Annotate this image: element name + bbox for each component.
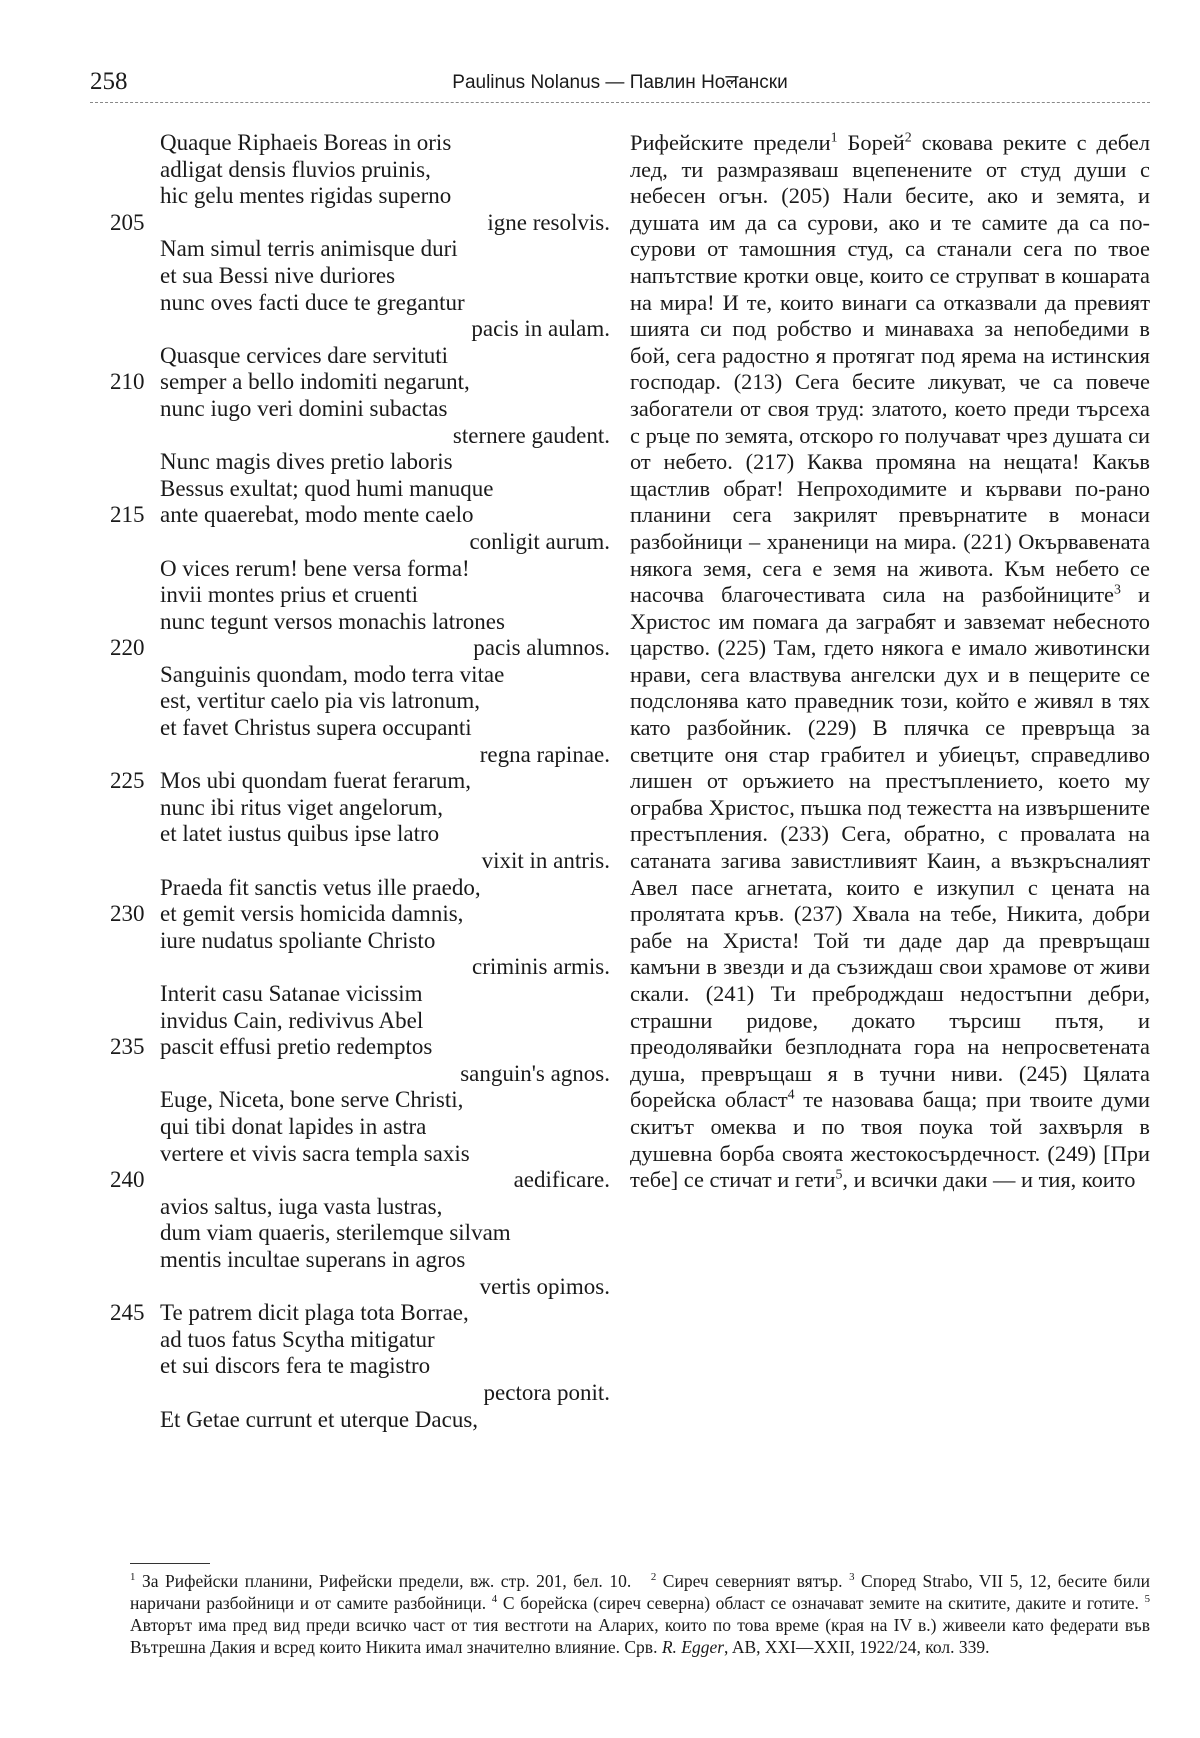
- verse-line: [110, 609, 610, 636]
- verse-text: et sua Bessi nive duriores: [160, 262, 396, 288]
- verse-line: [110, 901, 610, 928]
- verse-line: [110, 369, 610, 396]
- line-number: 245: [110, 1300, 145, 1326]
- verse-text: mentis incultae superans in agros: [160, 1246, 466, 1272]
- verse-text: Euge, Niceta, bone serve Christi,: [160, 1087, 464, 1113]
- footnote-ref[interactable]: 1: [830, 130, 838, 146]
- verse-line: [110, 715, 610, 742]
- verse-text: et gemit versis homicida damnis,: [160, 901, 464, 927]
- footnote-ref[interactable]: 2: [904, 130, 912, 146]
- verse-line: [110, 795, 610, 822]
- verse-line: [110, 210, 610, 237]
- verse-line: [110, 396, 610, 423]
- verse-text: ante quaerebat, modo mente caelo: [160, 502, 474, 528]
- verse-line: [110, 476, 610, 503]
- verse-text: criminis armis.: [472, 954, 610, 980]
- verse-text: nunc iugo veri domini subactas: [160, 395, 448, 421]
- verse-line: [110, 423, 610, 450]
- verse-text: sternere gaudent.: [452, 422, 610, 448]
- verse-text: semper a bello indomiti negarunt,: [160, 369, 470, 395]
- verse-text: aedificare.: [513, 1167, 610, 1193]
- line-number: 235: [110, 1034, 145, 1060]
- verse-text: pacis alumnos.: [473, 635, 610, 661]
- verse-text: nunc tegunt versos monachis latrones: [160, 608, 505, 634]
- verse-line: [110, 236, 610, 263]
- running-header: [90, 62, 1150, 103]
- verse-line: [110, 316, 610, 343]
- verse-text: pascit effusi pretio redemptos: [160, 1034, 433, 1060]
- verse-line: [110, 1141, 610, 1168]
- verse-line: [110, 1087, 610, 1114]
- verse-line: [110, 1220, 610, 1247]
- verse-text: Te patrem dicit plaga tota Borrae,: [160, 1300, 469, 1326]
- bulgarian-translation-column: [630, 130, 1150, 1194]
- verse-text: vixit in antris.: [481, 848, 610, 874]
- verse-text: regna rapinae.: [479, 741, 610, 767]
- line-number: 225: [110, 768, 145, 794]
- footnote-4: С борейска (сиреч северна) област се означават земите на скитите, даките и готите.: [497, 1593, 1139, 1613]
- verse-text: ad tuos fatus Scytha mitigatur: [160, 1326, 435, 1352]
- verse-text: est, vertitur caelo pia vis latronum,: [160, 688, 480, 714]
- verse-line: [110, 343, 610, 370]
- verse-text: Praeda fit sanctis vetus ille praedo,: [160, 874, 481, 900]
- verse-line: [110, 582, 610, 609]
- verse-text: dum viam quaeris, sterilemque silvam: [160, 1220, 511, 1246]
- verse-text: O vices rerum! bene versa forma!: [160, 555, 470, 581]
- verse-text: nunc oves facti duce te gregantur: [160, 289, 465, 315]
- verse-line: [110, 1167, 610, 1194]
- line-number: 230: [110, 901, 145, 927]
- page-number: 258: [90, 68, 128, 95]
- footnote-3: Според Strabo, VII 5, 12, бесите били наричани разбойници и от самите разбойници.: [130, 1571, 1151, 1613]
- verse-text: pacis in aulam.: [471, 316, 610, 342]
- verse-text: nunc ibi ritus viget angelorum,: [160, 794, 443, 820]
- line-number: 220: [110, 635, 145, 661]
- line-number: 215: [110, 502, 145, 528]
- verse-line: [110, 1061, 610, 1088]
- verse-text: Nunc magis dives pretio laboris: [160, 449, 453, 475]
- verse-line: [110, 954, 610, 981]
- verse-text: Et Getae currunt et uterque Dacus,: [160, 1406, 479, 1432]
- verse-text: conligit aurum.: [469, 528, 610, 554]
- verse-line: [110, 130, 610, 157]
- verse-text: Sanguinis quondam, modo terra vitae: [160, 661, 505, 687]
- verse-text: vertere et vivis sacra templa saxis: [160, 1140, 470, 1166]
- verse-line: [110, 981, 610, 1008]
- verse-line: [110, 635, 610, 662]
- verse-line: [110, 1353, 610, 1380]
- verse-line: [110, 290, 610, 317]
- verse-line: [110, 1008, 610, 1035]
- footnote-divider: [130, 1563, 210, 1564]
- verse-text: hic gelu mentes rigidas superno: [160, 183, 452, 209]
- verse-line: [110, 768, 610, 795]
- line-number: 205: [110, 209, 145, 235]
- verse-line: [110, 1194, 610, 1221]
- footnote-block: $^1$ За Рифейски планини, Рифейски предели, вж. стр. 201, бел. 10. $^2$ Сиреч северният вятър. $^3$ Според Strabo, VII 5, 12, бесите били наричани разбойници и от самите разбойници. $^4$ С борейска (сиреч северна) област се означават земите на скитите, даките и готите. $^5$ Авторът има пред вид преди всичко част от тия вестготи на Аларих, които по това време (края на IV в.) живеели като федерати във Вътрешна Дакия и всред които Никита имал значително влияние. Срв. R. Egger, AB, XXI—XXII, 1922/24, кол. 339.: [130, 1571, 1151, 1657]
- verse-line: [110, 449, 610, 476]
- verse-text: sanguin's agnos.: [460, 1060, 610, 1086]
- verse-text: Bessus exultat; quod humi manuque: [160, 475, 494, 501]
- verse-line: [110, 529, 610, 556]
- footnotes: [130, 1563, 1150, 1658]
- verse-line: [110, 502, 610, 529]
- footnote-5: Авторът има пред вид преди всичко част от тия вестготи на Аларих, които по това време (края на IV в.) живеели като федерати във Вътрешна Дакия и всред които Никита имал значително влияние. Срв.: [130, 1615, 1150, 1657]
- verse-text: adligat densis fluvios pruinis,: [160, 156, 431, 182]
- line-number: 210: [110, 369, 145, 395]
- verse-line: [110, 1380, 610, 1407]
- verse-text: igne resolvis.: [487, 209, 610, 235]
- footnote-2: Сиреч северният вятър.: [656, 1571, 843, 1591]
- verse-text: qui tibi donat lapides in astra: [160, 1113, 427, 1139]
- running-title: Paulinus Nolanus — Павлин Ноलански: [452, 72, 788, 93]
- verse-line: [110, 928, 610, 955]
- latin-text-column: [110, 130, 610, 1433]
- verse-line: [110, 1114, 610, 1141]
- verse-line: [110, 157, 610, 184]
- verse-line: [110, 1034, 610, 1061]
- line-number: 240: [110, 1167, 145, 1193]
- verse-line: [110, 263, 610, 290]
- verse-text: et latet iustus quibus ipse latro: [160, 821, 440, 847]
- verse-line: [110, 848, 610, 875]
- verse-text: Interit casu Satanae vicissim: [160, 981, 423, 1006]
- footnote-ref[interactable]: 5: [835, 1167, 843, 1183]
- verse-line: [110, 875, 610, 902]
- verse-text: invii montes prius et cruenti: [160, 582, 419, 608]
- verse-text: iure nudatus spoliante Christo: [160, 927, 436, 953]
- verse-text: vertis opimos.: [479, 1273, 610, 1299]
- verse-line: [110, 556, 610, 583]
- verse-line: [110, 742, 610, 769]
- verse-text: Quaque Riphaeis Boreas in oris: [160, 130, 452, 155]
- verse-text: et favet Christus supera occupanti: [160, 715, 472, 741]
- translation-paragraph: Рифейските предели$^1$ Борей$^2$ сковава реките с дебел лед, ти размразяваш вцепенените от студ души с небесен огън. (205) Нали бесите, ако и земята, и душата им да са сурови, ако и те самите да са по-сурови от тамошния студ, са станали сега по твое напътствие кротки овце, които се струпват в кошарата на мира! И те, които винаги са отказвали да превият шията си под робство и минаваха за непобедими в бой, сега радостно я протягат под ярема на истинския господар. (213) Сега бесите ликуват, че са повече забогатели от своя труд: златото, което преди търсеха с ръце по земята, отскоро го получават чрез душата си от небето. (217) Каква промяна на нещата! Какъв щастлив обрат! Непроходимите и кървави по-рано планини сега закрилят превърнатите в монаси разбойници – храненици на мира. (221) Окървавената някога земя, сега е земя на живота. Към небето се насочва благочестивата сила на разбойниците$^3$ и Христос им помага да заграбят и завземат небесното царство. (225) Там, гдето някога е имало животински нрави, сега властвува ангелски дух и в пещерите се подслонява като праведник този, който е живял в тях като разбойник. (229) В плячка се превръща за светците оня стар грабител и убиецът, справедливо лишен от оръжието на престъплението, което му ограбва Христос, пъшка под тежестта на извършените престъпления. (233) Сега, обратно, с провалата на сатаната загива завистливият Каин, а възкръсналият Авел пасе агнетата, които е изкупил с цената на пролятата кръв. (237) Хвала на тебе, Никита, добри рабе на Христа! Той ти даде дар да превръщаш камъни в звезди и да съзиждаш свои храмове от живи скали. (241) Ти пребродждаш недостъпни дебри, страшни ридове, докато търсиш пътя, и преодолявайки безплодната гора на непросветената душа, превръщаш я в тучни ниви. (245) Цялата борейска област$^4$ те назовава баща; при твоите думи скитът омеква и по твоя поука той захвърля в душевна борба своята жестокосърдечност. (249) [При тебе] се стичат и гети$^5$, и всички даки — и тия, които: [630, 130, 1150, 1193]
- verse-text: avios saltus, iuga vasta lustras,: [160, 1193, 443, 1219]
- footnote-ref[interactable]: 4: [787, 1087, 795, 1103]
- verse-text: Nam simul terris animisque duri: [160, 236, 458, 262]
- verse-line: [110, 688, 610, 715]
- footnote-1: За Рифейски планини, Рифейски предели, вж. стр. 201, бел. 10.: [135, 1571, 632, 1591]
- verse-text: Quasque cervices dare servituti: [160, 342, 449, 368]
- verse-line: [110, 662, 610, 689]
- verse-line: [110, 1274, 610, 1301]
- verse-text: Mos ubi quondam fuerat ferarum,: [160, 768, 472, 794]
- verse-line: [110, 183, 610, 210]
- footnote-ref[interactable]: 3: [1113, 582, 1121, 598]
- verse-text: pectora ponit.: [483, 1379, 610, 1405]
- verse-line: [110, 1300, 610, 1327]
- verse-line: [110, 1247, 610, 1274]
- footnote-5-author: R. Egger: [661, 1637, 725, 1657]
- verse-text: invidus Cain, redivivus Abel: [160, 1007, 424, 1033]
- verse-text: et sui discors fera te magistro: [160, 1353, 431, 1379]
- verse-line: [110, 821, 610, 848]
- verse-line: [110, 1327, 610, 1354]
- verse-line: [110, 1407, 610, 1434]
